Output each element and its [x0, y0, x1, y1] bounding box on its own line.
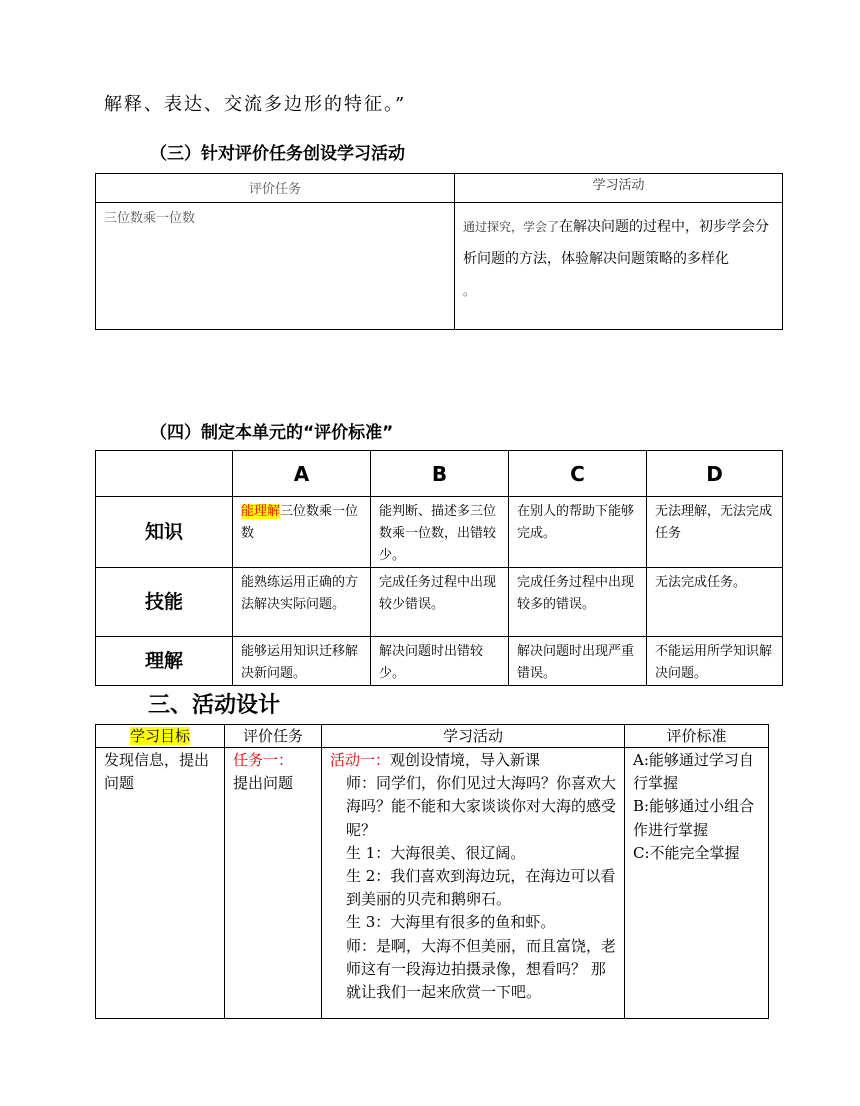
header-learning-activity: 学习活动 — [322, 725, 625, 748]
cell-knowledge-b: 能判断、描述多三位数乘一位数，出错较少。 — [371, 497, 509, 568]
cell-skill-d: 无法完成任务。 — [647, 568, 783, 637]
activity-main-text: 在解决问题的过程中，初步学会分析问题的方法，体验解决问题策略的多样化 — [463, 219, 770, 267]
criteria-item: A:能够通过学习自行掌握 — [633, 751, 754, 793]
dialogue-line: 师：同学们，你们见过大海吗？你喜欢大海吗？能不能和大家谈谈你对大海的感受呢？ — [346, 774, 617, 839]
activity-end-text: 。 — [463, 284, 476, 298]
corner-cell — [96, 451, 233, 497]
header-task: 评价任务 — [96, 174, 455, 203]
dialogue-line: 师：是啊，大海不但美丽，而且富饶，老师这有一段海边拍摄录像，想看吗？ 那就让我们一起来欣赏一下吧。 — [346, 936, 617, 1002]
header-goal — [96, 725, 225, 748]
dialogue-line: 生 1：大海很美、很辽阔。 — [346, 843, 526, 862]
col-a: A — [233, 451, 371, 497]
cell-knowledge-c: 在别人的帮助下能够完成。 — [509, 497, 647, 568]
activity-small-text: 通过探究，学会了 — [463, 220, 560, 234]
section-heading-3: （三）针对评价任务创设学习活动 — [150, 144, 405, 164]
header-activity: 学习活动 — [455, 174, 783, 203]
highlight-text: 能理解 — [241, 504, 281, 519]
evaluation-standard-table — [95, 450, 783, 686]
criteria-item: C:不能完全掌握 — [633, 843, 740, 862]
activity-title: 活动一： — [330, 751, 391, 769]
col-c: C — [509, 451, 647, 497]
task-cell: 三位数乘一位数 — [96, 203, 455, 330]
dialogue-line: 生 2：我们喜欢到海边玩，在海边可以看到美丽的贝壳和鹅卵石。 — [346, 867, 616, 909]
activity-task-table — [95, 173, 783, 330]
activity-title-rest: 观创设情境，导入新课 — [390, 751, 541, 769]
cell-understanding-c: 解决问题时出现严重错误。 — [509, 637, 647, 686]
cell-skill-b: 完成任务过程中出现较少错误。 — [371, 568, 509, 637]
goal-cell: 发现信息，提出问题 — [96, 748, 225, 1019]
activity-title-line — [330, 749, 620, 772]
header-goal-text: 学习目标 — [129, 727, 190, 745]
dialogue-line: 生 3：大海里有很多的鱼和虾。 — [346, 913, 556, 932]
activity-design-table — [95, 724, 769, 1019]
main-section-heading: 三、活动设计 — [148, 693, 281, 718]
header-criteria: 评价标准 — [625, 725, 769, 748]
criteria-cell — [625, 748, 769, 1019]
criteria-item: B:能够通过小组合作进行掌握 — [633, 797, 755, 839]
task-body: 提出问题 — [233, 774, 294, 793]
learning-activity-cell — [322, 748, 625, 1019]
cell-understanding-d: 不能运用所学知识解决问题。 — [647, 637, 783, 686]
cell-skill-a: 能熟练运用正确的方法解决实际问题。 — [233, 568, 371, 637]
cell-knowledge-a-rest: 三位数乘一位数 — [241, 504, 359, 541]
col-d: D — [647, 451, 783, 497]
row-label-knowledge: 知识 — [96, 497, 233, 568]
task-title: 任务一： — [233, 751, 294, 769]
cell-skill-c: 完成任务过程中出现较多的错误。 — [509, 568, 647, 637]
cell-understanding-a: 能够运用知识迁移解决新问题。 — [233, 637, 371, 686]
header-eval-task: 评价任务 — [225, 725, 322, 748]
cell-knowledge-d: 无法理解，无法完成任务 — [647, 497, 783, 568]
activity-cell — [455, 203, 783, 330]
col-b: B — [371, 451, 509, 497]
eval-task-cell — [225, 748, 322, 1019]
intro-line: 解释、表达、交流多边形的特征。” — [104, 94, 407, 115]
row-label-understanding: 理解 — [96, 637, 233, 686]
cell-knowledge-a — [233, 497, 371, 568]
cell-understanding-b: 解决问题时出错较少。 — [371, 637, 509, 686]
section-heading-4: （四）制定本单元的“评价标准” — [150, 423, 394, 443]
row-label-skill: 技能 — [96, 568, 233, 637]
